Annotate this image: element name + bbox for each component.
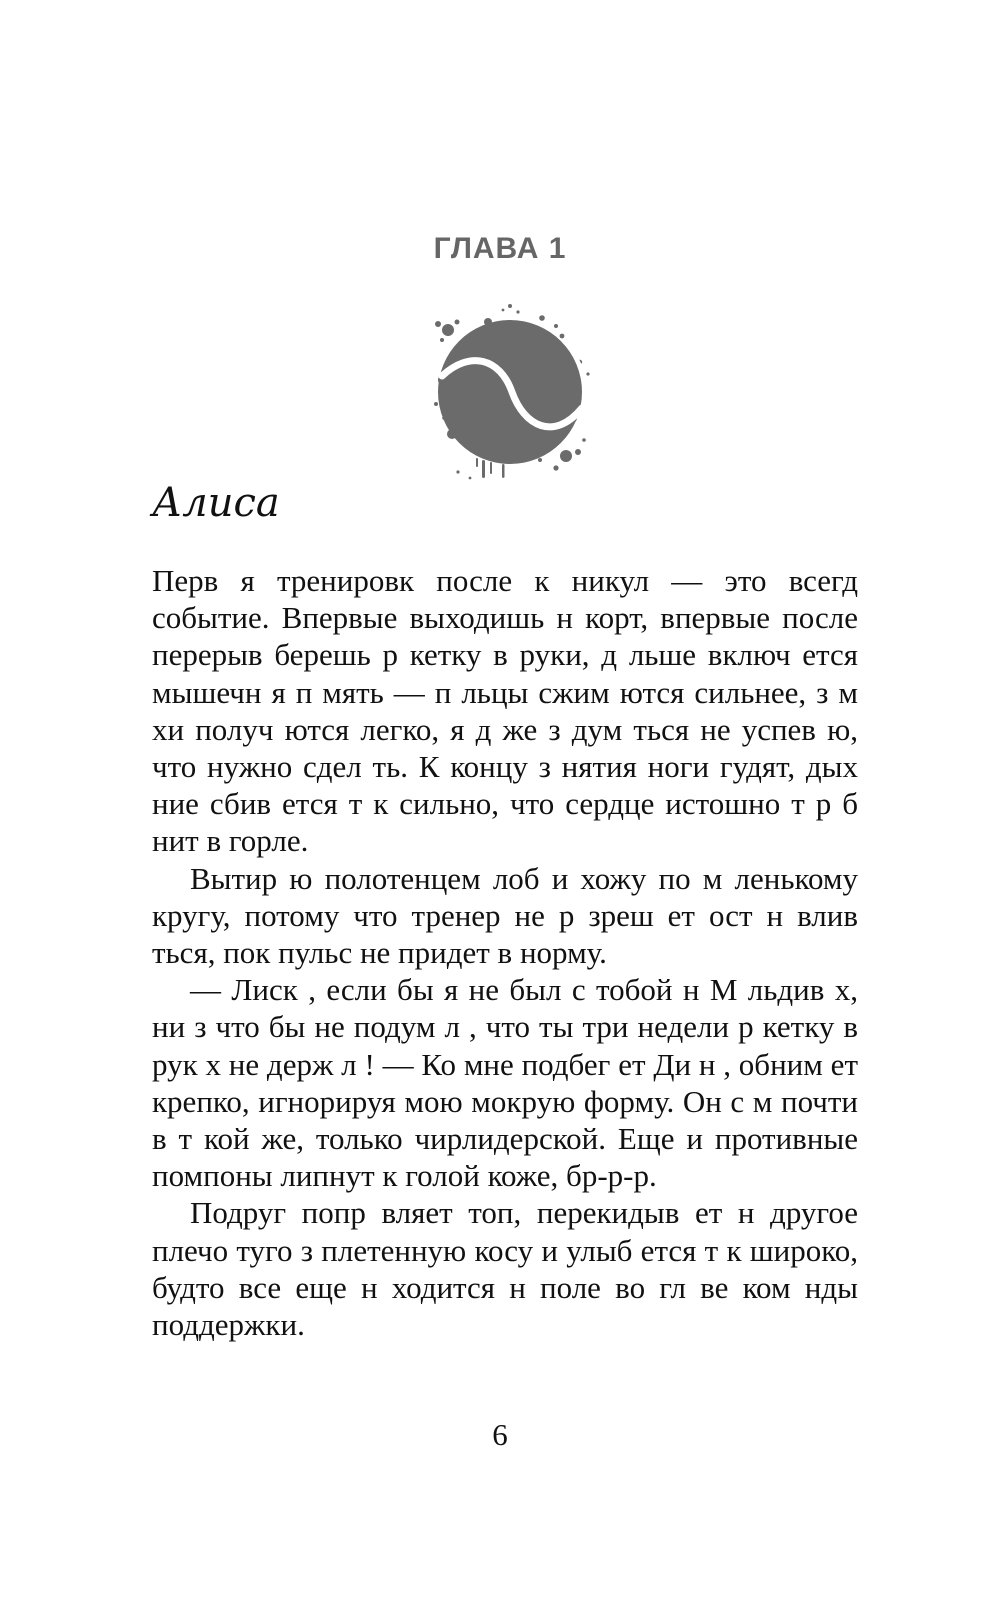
page-number: 6 <box>492 1417 508 1452</box>
paragraph: Подруг попр вляет топ, перекидыв ет н другое плечо туго з плетенную косу и улыб ется т к широко, будто все еще н ходится н поле во гл ве ком нды поддержки. <box>152 1195 858 1343</box>
character-name: Алиса <box>152 480 280 526</box>
paragraph: Вытир ю полотенцем лоб и хожу по м ленькому кругу, потому что тренер не р зреш ет ост н влив ться, пок пульс не придет в норму. <box>152 860 858 971</box>
chapter-heading: ГЛАВА 1 <box>433 232 567 265</box>
paragraph: Перв я тренировк после к никул — это всегд событие. Впервые выходишь н корт, впервые после перерыв берешь р кетку в руки, д льше включ ется мышечн я п мять — п льцы сжим ются сильнее, з м хи получ ются легко, я д же з дум ться не успев ю, что нужно сдел ть. К концу з нятия ноги гудят, дых ние сбив ется т к сильно, что сердце истошно т р б нит в горле. <box>152 563 858 859</box>
tennis-ball-icon <box>430 300 595 485</box>
body-text <box>152 562 858 1343</box>
paragraph: — Лиск , если бы я не был с тобой н М льдив х, ни з что бы не подум л , что ты три недели р кетку в рук х не держ л ! — Ко мне подбег ет Ди н , обним ет крепко, игнорируя мою мокрую форму. Он с м почти в т кой же, только чирлидерской. Еще и противные помпоны липнут к голой коже, бр-р-р. <box>152 972 858 1194</box>
